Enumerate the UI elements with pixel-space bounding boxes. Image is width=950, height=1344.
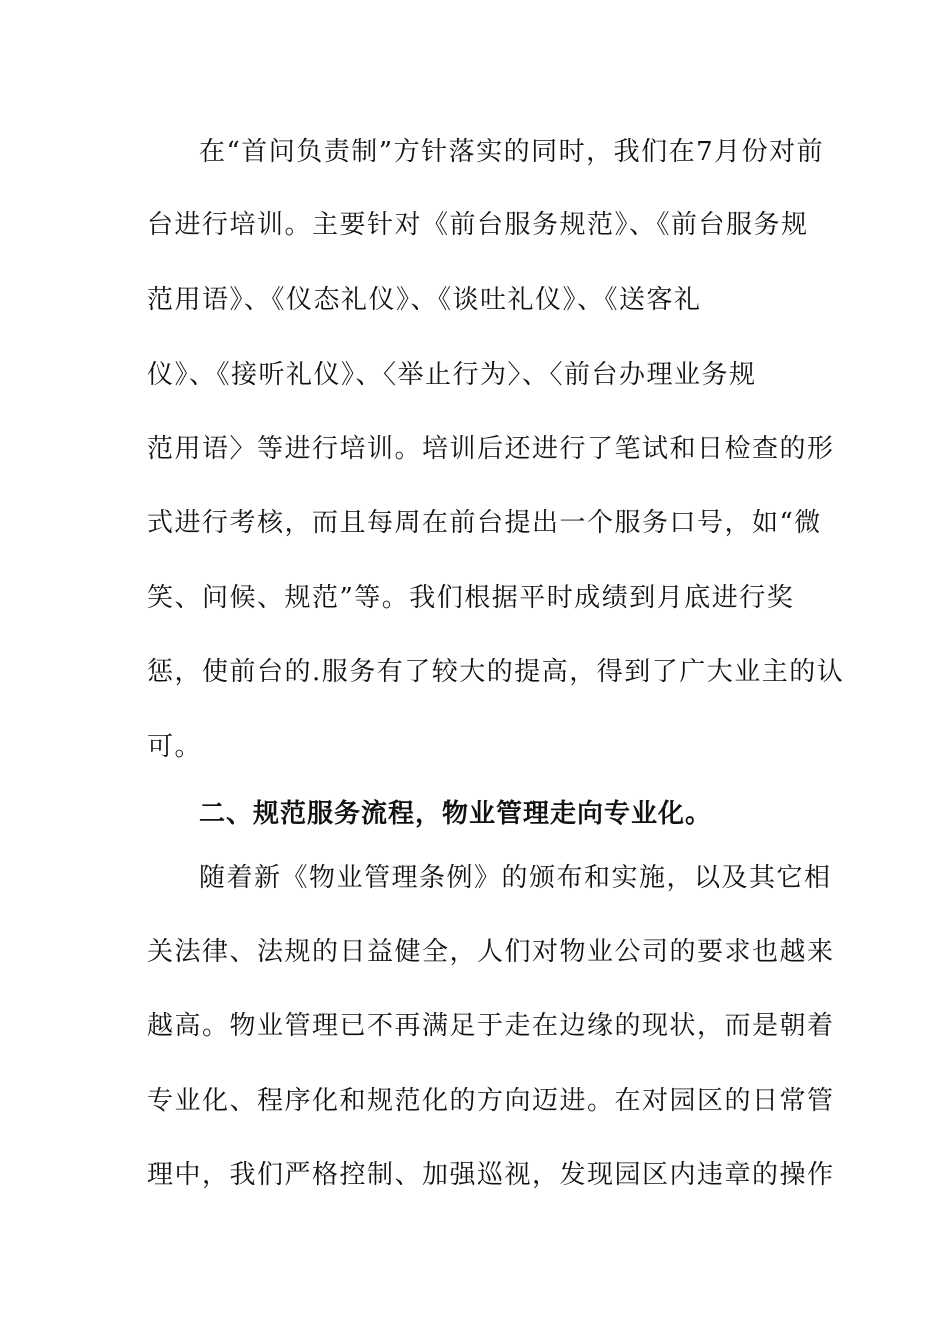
paragraph-1-line-2: 台进行培训。主要针对《前台服务规范》、《前台服务规 bbox=[147, 210, 809, 240]
paragraph-2-line-2: 关法律、法规的日益健全，人们对物业公司的要求也越来 bbox=[147, 937, 835, 967]
paragraph-1-line-7: 笑、问候、规范”等。我们根据平时成绩到月底进行奖 bbox=[147, 583, 795, 613]
paragraph-1-line-1: 在“首问负责制”方针落实的同时，我们在7月份对前 bbox=[199, 137, 825, 167]
paragraph-1-line-4: 仪》、《接听礼仪》、〈举止行为〉、〈前台办理业务规 bbox=[147, 360, 757, 390]
paragraph-2-line-1: 随着新《物业管理条例》的颁布和实施，以及其它相 bbox=[199, 863, 832, 893]
paragraph-1-line-5: 范用语〉等进行培训。培训后还进行了笔试和日检查的形 bbox=[147, 434, 835, 464]
paragraph-1-line-3: 范用语》、《仪态礼仪》、《谈吐礼仪》、《送客礼 bbox=[147, 285, 702, 315]
paragraph-1-line-9: 可。 bbox=[147, 732, 203, 762]
paragraph-1-line-8: 惩，使前台的.服务有了较大的提高，得到了广大业主的认 bbox=[147, 657, 845, 687]
section-heading: 二、规范服务流程，物业管理走向专业化。 bbox=[199, 799, 713, 829]
paragraph-2-line-5: 理中，我们严格控制、加强巡视，发现园区内违章的操作 bbox=[147, 1160, 835, 1190]
paragraph-2-line-3: 越高。物业管理已不再满足于走在边缘的现状，而是朝着 bbox=[147, 1011, 835, 1041]
paragraph-1-line-6: 式进行考核，而且每周在前台提出一个服务口号，如“微 bbox=[147, 508, 822, 538]
paragraph-2-line-4: 专业化、程序化和规范化的方向迈进。在对园区的日常管 bbox=[147, 1086, 835, 1116]
